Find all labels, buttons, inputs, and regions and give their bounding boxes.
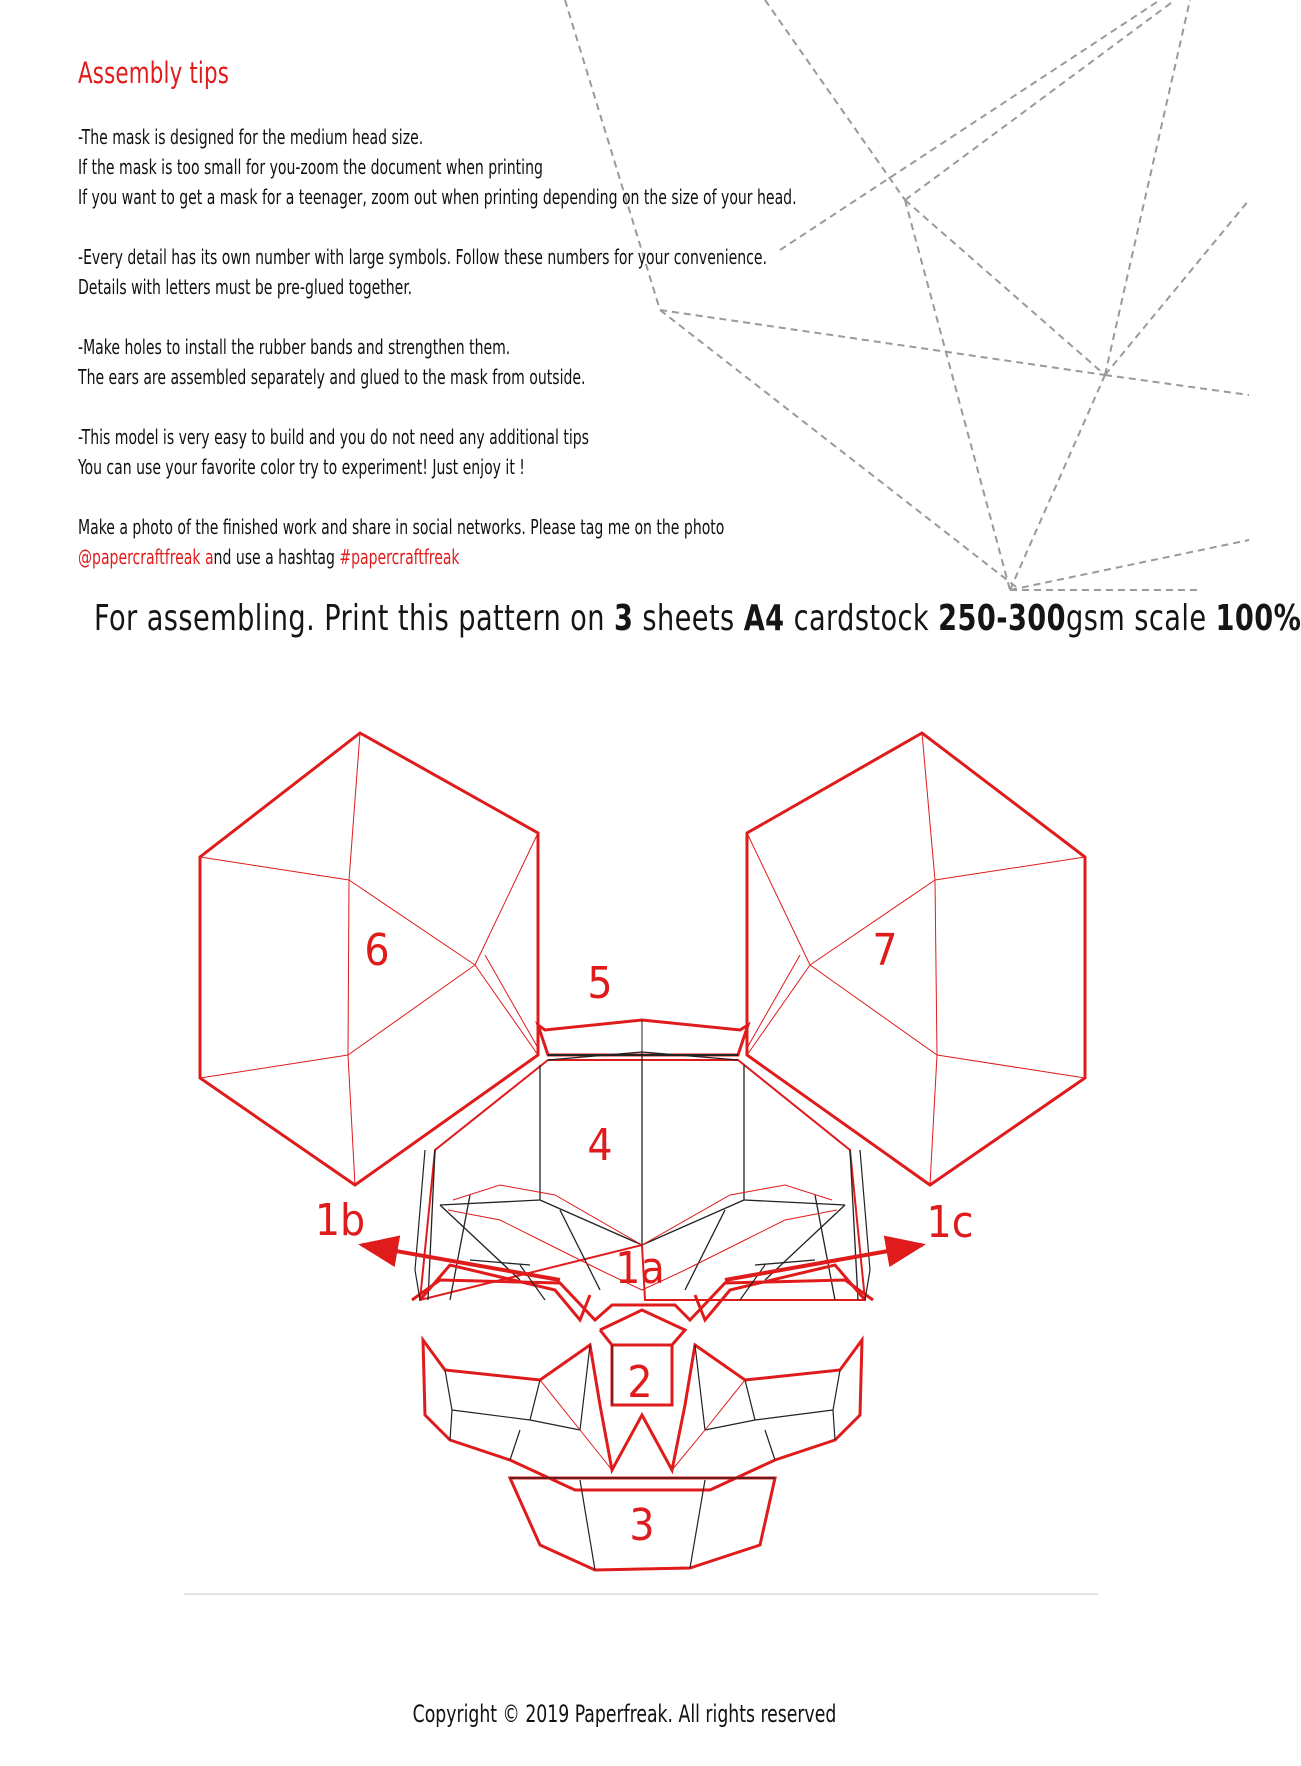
arrow-1c — [725, 1245, 922, 1280]
headline-weight: 250-300 — [938, 598, 1066, 639]
footer-divider — [184, 1593, 1098, 1595]
tip-line: The ears are assembled separately and glued to the mask from outside. — [78, 365, 586, 389]
label-2: 2 — [627, 1357, 653, 1408]
label-1a: 1a — [615, 1243, 665, 1294]
headline-sheets: 3 — [613, 598, 634, 639]
tip-line: -Make holes to install the rubber bands and strengthen them. — [78, 335, 511, 359]
label-3: 3 — [629, 1500, 655, 1551]
tips-title: Assembly tips — [78, 56, 230, 90]
strip-piece-5 — [538, 1020, 748, 1055]
arrow-1b — [362, 1245, 560, 1280]
label-4: 4 — [587, 1120, 613, 1171]
tip-line: If the mask is too small for you-zoom the document when printing — [78, 155, 543, 179]
handle-link[interactable]: @papercraftfreak a — [78, 545, 214, 569]
tip-line: You can use your favorite color try to experiment! Just enjoy it ! — [78, 455, 525, 479]
label-1c: 1c — [926, 1197, 974, 1248]
tip-line: -The mask is designed for the medium head size. — [78, 125, 424, 149]
hashtag-link[interactable]: #papercraftfreak — [339, 545, 460, 569]
headline-text: sheets — [633, 598, 744, 639]
tip-line: If you want to get a mask for a teenager, zoom out when printing depending on the size of your head. — [78, 185, 797, 209]
headline-scale: 100% — [1215, 598, 1301, 639]
label-6: 6 — [364, 925, 390, 976]
headline-text: cardstock — [784, 598, 939, 639]
ear-piece-7 — [747, 733, 1085, 1185]
tip-line: Make a photo of the finished work and share in social networks. Please tag me on the photo — [78, 515, 725, 539]
copyright-footer: Copyright © 2019 Paperfreak. All rights reserved — [412, 1700, 837, 1728]
headline-paper: A4 — [743, 598, 785, 639]
headline-text: For assembling. Print this pattern on — [94, 598, 614, 639]
label-1b: 1b — [314, 1195, 366, 1246]
label-7: 7 — [872, 925, 898, 976]
hashtag-prefix: nd use a hashtag — [213, 545, 340, 569]
tip-line: -Every detail has its own number with large symbols. Follow these numbers for your convenience. — [78, 245, 767, 269]
label-5: 5 — [587, 958, 613, 1009]
headline-text: gsm scale — [1065, 598, 1216, 639]
tip-line: -This model is very easy to build and you do not need any additional tips — [78, 425, 589, 449]
tip-line: Details with letters must be pre-glued together. — [78, 275, 413, 299]
